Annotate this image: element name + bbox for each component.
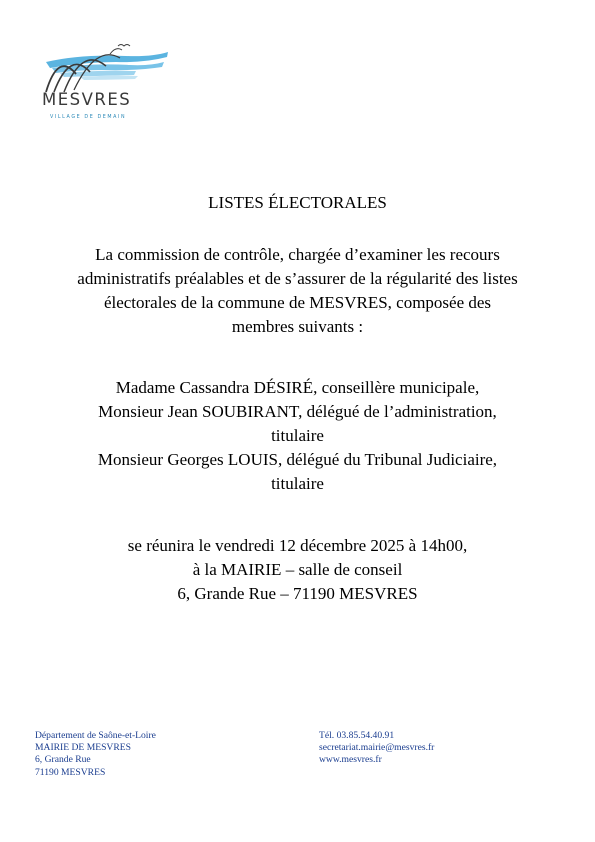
meeting-line: à la MAIRIE – salle de conseil: [192, 560, 403, 579]
member-line: Monsieur Jean SOUBIRANT, délégué de l’administration,: [98, 402, 497, 421]
intro-line: électorales de la commune de MESVRES, composée des: [103, 293, 492, 312]
intro-line: La commission de contrôle, chargée d’examiner les recours: [95, 245, 500, 264]
meeting-details: [30, 534, 565, 606]
member-line: Monsieur Georges LOUIS, délégué du Tribunal Judiciaire,: [97, 450, 498, 469]
footer-email-link[interactable]: secretariat.mairie@mesvres.fr: [319, 742, 435, 754]
footer-contact: [319, 730, 434, 767]
footer-phone: Tél. 03.85.54.40.91: [319, 730, 395, 741]
logo-tagline: VILLAGE DE DEMAIN: [50, 115, 127, 120]
reeds-and-water-logo-icon: [40, 40, 170, 95]
member-line: Madame Cassandra DÉSIRÉ, conseillère municipale,: [115, 378, 480, 397]
footer-mairie: MAIRIE DE MESVRES: [35, 742, 131, 754]
meeting-line: se réunira le vendredi 12 décembre 2025 à 14h00,: [127, 536, 468, 555]
footer-department: Département de Saône-et-Loire: [35, 730, 156, 741]
footer-postcode: 71190 MESVRES: [35, 766, 106, 778]
member-line: titulaire: [271, 474, 324, 493]
footer-street: 6, Grande Rue: [35, 754, 91, 766]
document-title: LISTES ÉLECTORALES: [208, 193, 387, 212]
footer-website-link[interactable]: www.mesvres.fr: [319, 754, 382, 766]
logo-name: MESVRES: [42, 90, 132, 109]
footer-address: [35, 730, 156, 779]
meeting-line: 6, Grande Rue – 71190 MESVRES: [177, 584, 418, 603]
intro-line: membres suivants :: [231, 317, 364, 336]
intro-line: administratifs préalables et de s’assurer de la régularité des listes: [77, 269, 518, 288]
mesvres-logo: [40, 40, 170, 130]
member-line: titulaire: [271, 426, 324, 445]
members-list: [30, 376, 565, 496]
intro-paragraph: [30, 243, 565, 339]
